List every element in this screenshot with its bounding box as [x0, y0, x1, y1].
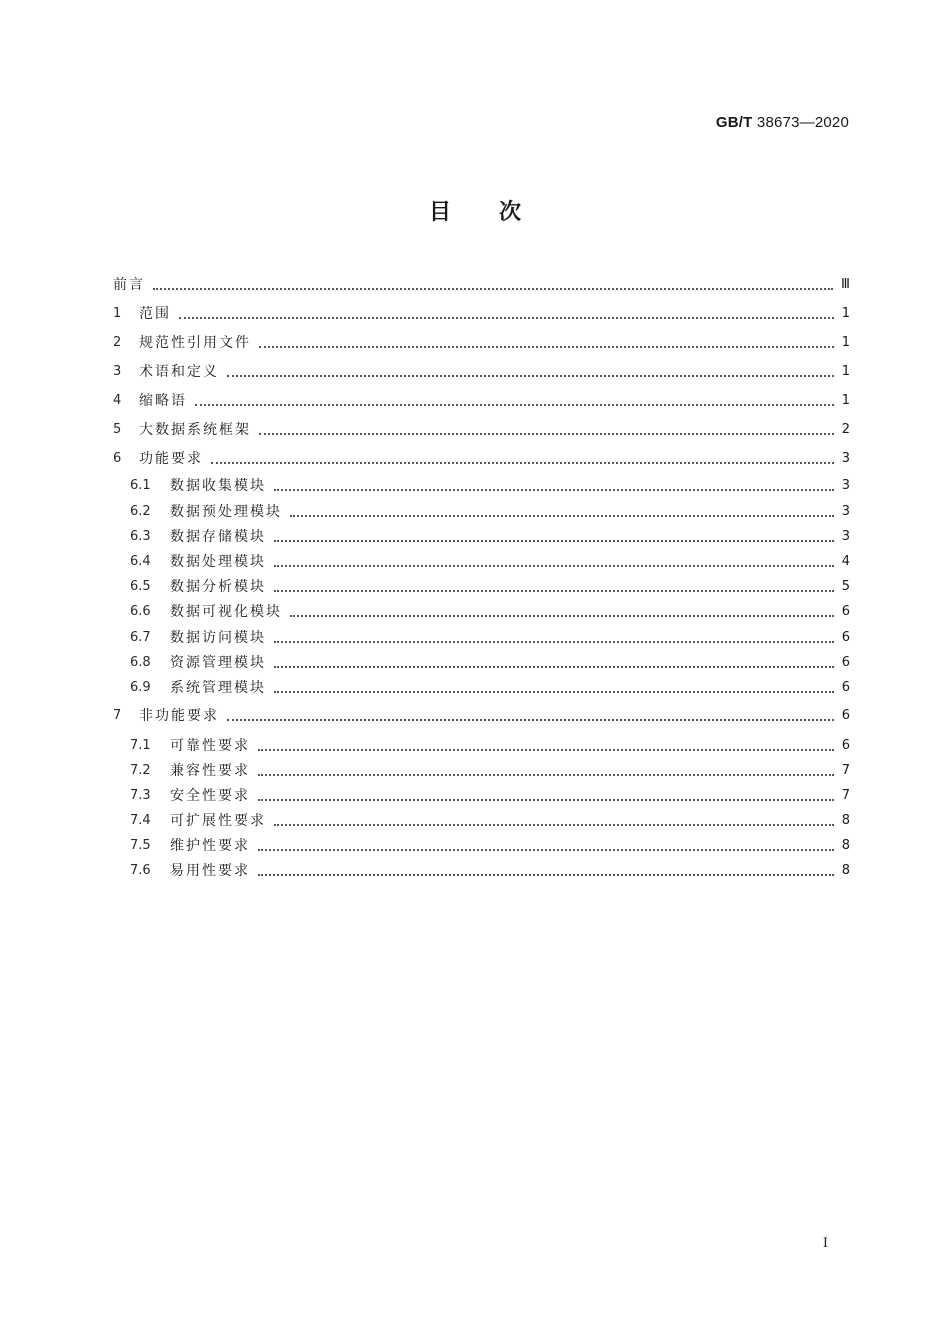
page-number: Ⅰ — [822, 1236, 828, 1251]
toc-entry[interactable] — [130, 675, 850, 699]
toc-entry-page: 8 — [841, 837, 850, 853]
toc-entry-number: 6.3 — [130, 528, 151, 544]
toc-dot-leader — [274, 526, 834, 542]
toc-dot-leader — [274, 677, 834, 693]
toc-entry[interactable] — [113, 446, 850, 470]
toc-dot-leader — [227, 361, 834, 377]
toc-dot-leader — [258, 860, 834, 876]
toc-entry-page: 1 — [841, 363, 850, 379]
toc-dot-leader — [259, 332, 834, 348]
toc-dot-leader — [290, 601, 834, 617]
toc-entry-title: 数据存储模块 — [170, 529, 266, 545]
toc-entry-page: 8 — [841, 862, 850, 878]
toc-dot-leader — [290, 501, 834, 517]
toc-dot-leader — [258, 835, 834, 851]
toc-entry-number: 7.2 — [130, 762, 151, 778]
toc-entry[interactable] — [113, 272, 850, 296]
toc-entry-page: 1 — [841, 305, 850, 321]
toc-entry-page: 3 — [841, 477, 850, 493]
toc-entry[interactable] — [130, 499, 850, 523]
toc-dot-leader — [274, 576, 834, 592]
toc-entry-title: 兼容性要求 — [170, 763, 250, 779]
toc-entry-page: 6 — [841, 707, 850, 723]
toc-entry[interactable] — [130, 625, 850, 649]
toc-entry[interactable] — [113, 301, 850, 325]
toc-entry-title: 规范性引用文件 — [139, 335, 251, 351]
toc-dot-leader — [274, 810, 834, 826]
toc-entry[interactable] — [113, 359, 850, 383]
toc-entry-number: 6.7 — [130, 629, 151, 645]
toc-entry[interactable] — [130, 650, 850, 674]
toc-entry-title: 缩略语 — [139, 393, 187, 409]
toc-entry-title: 范围 — [139, 306, 171, 322]
toc-entry-page: 1 — [841, 334, 850, 350]
toc-entry-page: 1 — [841, 392, 850, 408]
toc-entry[interactable] — [130, 733, 850, 757]
toc-entry-title: 前言 — [113, 277, 145, 293]
toc-entry-number: 6.2 — [130, 503, 151, 519]
toc-entry-page: 6 — [841, 629, 850, 645]
toc-entry[interactable] — [130, 758, 850, 782]
toc-entry-number: 6.1 — [130, 477, 151, 493]
page-title: 目次 — [428, 200, 569, 225]
toc-entry-number: 4 — [113, 392, 122, 408]
toc-entry[interactable] — [130, 549, 850, 573]
toc-entry-page: 6 — [841, 679, 850, 695]
toc-entry-page: 6 — [841, 603, 850, 619]
standard-prefix: GB/T — [715, 114, 753, 131]
toc-entry-number: 7.1 — [130, 737, 151, 753]
toc-entry-page: Ⅲ — [841, 276, 850, 292]
standard-number: 38673—2020 — [756, 114, 849, 131]
toc-entry-title: 数据分析模块 — [170, 579, 266, 595]
toc-dot-leader — [227, 705, 834, 721]
toc-entry-number: 6.9 — [130, 679, 151, 695]
toc-dot-leader — [258, 785, 834, 801]
toc-entry-title: 维护性要求 — [170, 838, 250, 854]
toc-entry-page: 5 — [841, 578, 850, 594]
toc-entry[interactable] — [130, 574, 850, 598]
toc-entry[interactable] — [130, 473, 850, 497]
toc-dot-leader — [274, 475, 834, 491]
toc-entry[interactable] — [130, 783, 850, 807]
toc-dot-leader — [274, 652, 834, 668]
toc-entry[interactable] — [113, 703, 850, 727]
toc-entry-title: 术语和定义 — [139, 364, 219, 380]
toc-entry-number: 6.4 — [130, 553, 151, 569]
toc-dot-leader — [179, 303, 834, 319]
toc-entry-title: 安全性要求 — [170, 788, 250, 804]
toc-entry-title: 数据处理模块 — [170, 554, 266, 570]
toc-entry-title: 功能要求 — [139, 451, 203, 467]
toc-entry-number: 1 — [113, 305, 122, 321]
toc-entry-title: 数据访问模块 — [170, 630, 266, 646]
toc-entry-title: 资源管理模块 — [170, 655, 266, 671]
toc-entry-number: 6.5 — [130, 578, 151, 594]
toc-dot-leader — [195, 390, 834, 406]
toc-entry-title: 大数据系统框架 — [139, 422, 251, 438]
toc-dot-leader — [259, 419, 834, 435]
toc-entry-number: 7.6 — [130, 862, 151, 878]
toc-entry[interactable] — [113, 417, 850, 441]
toc-dot-leader — [211, 448, 834, 464]
toc-entry-number: 2 — [113, 334, 122, 350]
toc-entry[interactable] — [130, 524, 850, 548]
toc-dot-leader — [274, 627, 834, 643]
toc-entry-number: 6.6 — [130, 603, 151, 619]
toc-entry-page: 3 — [841, 528, 850, 544]
toc-entry-page: 7 — [841, 762, 850, 778]
toc-entry[interactable] — [130, 833, 850, 857]
toc-entry-title: 数据可视化模块 — [170, 604, 282, 620]
toc-entry-title: 可扩展性要求 — [170, 813, 266, 829]
toc-entry-number: 3 — [113, 363, 122, 379]
toc-entry-number: 5 — [113, 421, 122, 437]
toc-entry-number: 6.8 — [130, 654, 151, 670]
toc-entry-number: 6 — [113, 450, 122, 466]
toc-entry-page: 2 — [841, 421, 850, 437]
toc-entry-page: 7 — [841, 787, 850, 803]
toc-entry[interactable] — [130, 599, 850, 623]
toc-dot-leader — [258, 760, 834, 776]
toc-entry[interactable] — [113, 388, 850, 412]
toc-entry-number: 7.4 — [130, 812, 151, 828]
toc-entry-number: 7.5 — [130, 837, 151, 853]
toc-entry-title: 易用性要求 — [170, 863, 250, 879]
toc-entry[interactable] — [130, 808, 850, 832]
toc-entry-page: 8 — [841, 812, 850, 828]
toc-entry-page: 3 — [841, 503, 850, 519]
toc-entry-title: 系统管理模块 — [170, 680, 266, 696]
toc-entry-title: 数据预处理模块 — [170, 504, 282, 520]
toc-entry-page: 6 — [841, 654, 850, 670]
toc-entry-title: 可靠性要求 — [170, 738, 250, 754]
toc-entry-number: 7 — [113, 707, 122, 723]
toc-entry-title: 非功能要求 — [139, 708, 219, 724]
toc-entry[interactable] — [130, 858, 850, 882]
toc-entry-title: 数据收集模块 — [170, 478, 266, 494]
toc-entry-page: 6 — [841, 737, 850, 753]
toc-entry-page: 4 — [841, 553, 850, 569]
toc-entry-page: 3 — [841, 450, 850, 466]
toc-dot-leader — [258, 735, 834, 751]
toc-dot-leader — [153, 274, 833, 290]
standard-code — [716, 114, 849, 131]
toc-entry[interactable] — [113, 330, 850, 354]
toc-dot-leader — [274, 551, 834, 567]
toc-entry-number: 7.3 — [130, 787, 151, 803]
